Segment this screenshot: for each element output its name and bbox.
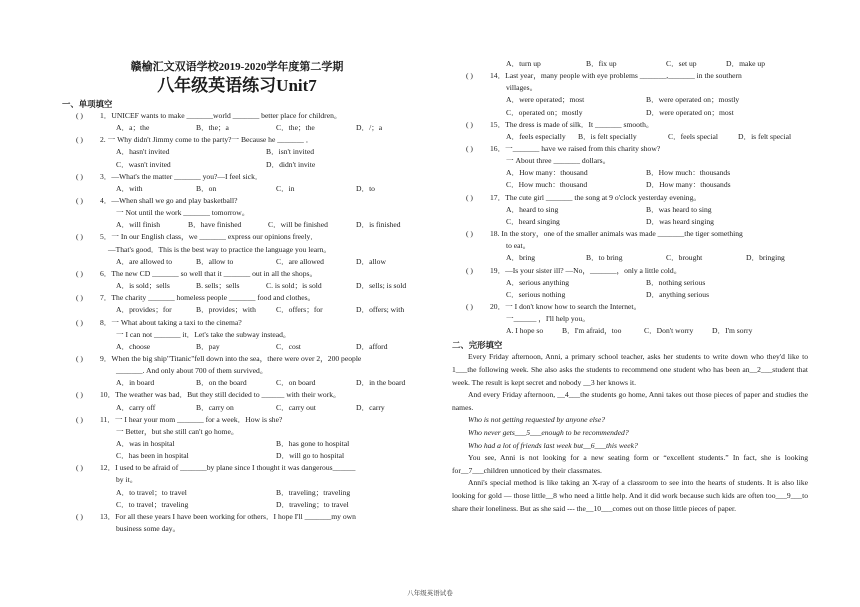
question-stem xyxy=(452,192,808,204)
answer-option[interactable]: A．How many：thousand xyxy=(506,168,588,178)
answer-option[interactable]: A．serious anything xyxy=(506,277,570,287)
answer-option[interactable]: A．feels especially xyxy=(506,131,566,141)
question-text: 14．Last year，many people with eye problems _______,_______ in the southern xyxy=(490,71,742,81)
question-stem xyxy=(62,268,412,280)
option-row xyxy=(452,94,808,106)
answer-option[interactable]: B．is felt specially xyxy=(578,131,637,141)
answer-option[interactable]: D．/；a xyxy=(356,123,383,133)
answer-option[interactable]: C．heard singing xyxy=(506,216,560,226)
left-question-list xyxy=(62,110,412,535)
answer-option[interactable]: B．I'm afraid，too xyxy=(562,326,622,336)
answer-option[interactable]: B．allow to xyxy=(196,256,234,266)
option-row xyxy=(62,487,412,499)
answer-option[interactable]: A．is sold；sells xyxy=(116,281,170,291)
answer-option[interactable]: D．carry xyxy=(356,402,385,412)
answer-option[interactable]: C. is sold；is sold xyxy=(266,281,322,291)
question-stem xyxy=(62,414,412,426)
answer-option[interactable]: D．is felt special xyxy=(738,131,792,141)
answer-option[interactable]: C．Don't worry xyxy=(644,326,694,336)
option-row xyxy=(62,402,412,414)
cloze-question-line: Who is not getting requested by anyone else? xyxy=(468,415,606,425)
answer-option[interactable]: D．afford xyxy=(356,341,388,351)
question-stem xyxy=(62,171,412,183)
answer-option[interactable]: A．in board xyxy=(116,378,155,388)
answer-option[interactable]: C．feels special xyxy=(668,131,718,141)
option-row xyxy=(452,167,808,179)
answer-option[interactable]: A．to travel；to travel xyxy=(116,487,187,497)
question-continuation: villages。 xyxy=(506,83,538,93)
answer-option[interactable]: B．nothing serious xyxy=(646,277,706,287)
answer-option[interactable]: B．fix up xyxy=(586,59,617,68)
question-continuation: to eat。 xyxy=(506,241,531,251)
question-stem xyxy=(452,70,808,82)
answer-option[interactable]: D．bringing xyxy=(746,253,785,263)
option-row xyxy=(62,159,412,171)
answer-option[interactable]: C．are allowed xyxy=(276,256,324,266)
answer-option[interactable]: D．allow xyxy=(356,256,386,266)
answer-bracket[interactable]: ( ) xyxy=(76,317,83,327)
answer-bracket[interactable]: ( ) xyxy=(466,301,473,311)
question-stem xyxy=(62,231,412,243)
answer-option[interactable]: C．on board xyxy=(276,378,316,388)
answer-option[interactable]: B．to bring xyxy=(586,253,623,263)
answer-option[interactable]: B．have finished xyxy=(188,220,242,230)
answer-option[interactable]: D．was heard singing xyxy=(646,216,714,226)
section-1-heading: 一、单项填空 xyxy=(62,99,113,109)
answer-option[interactable]: C．carry out xyxy=(276,402,316,412)
answer-option[interactable]: A．provides；for xyxy=(116,305,172,315)
answer-option[interactable]: B．provides；with xyxy=(196,305,256,315)
option-row xyxy=(62,377,412,389)
option-row xyxy=(62,450,412,462)
question-text: 2. 一 Why didn't Jimmy come to the party?一 Because he _______ ． xyxy=(100,135,314,145)
option-row xyxy=(452,131,808,143)
answer-option[interactable]: A．are allowed to xyxy=(116,256,173,266)
question-stem xyxy=(62,134,412,146)
question-stem xyxy=(452,265,808,277)
answer-option[interactable]: B．the；a xyxy=(196,123,229,133)
answer-option[interactable]: A．a；the xyxy=(116,123,150,133)
question-text: 20．一 I don't know how to search the Internet。 xyxy=(490,301,642,311)
answer-option[interactable]: B．traveling；traveling xyxy=(276,487,351,497)
question-stem xyxy=(62,195,412,207)
question-stem xyxy=(62,317,412,329)
right-column xyxy=(452,58,808,515)
answer-option[interactable]: D．were operated on；most xyxy=(646,107,734,117)
answer-option[interactable]: C．serious nothing xyxy=(506,289,566,299)
option-row xyxy=(452,252,808,264)
question-text: 17．The cute girl _______ the song at 9 o'clock yesterday evening。 xyxy=(490,192,701,202)
page-footer: 八年级英语试卷 xyxy=(407,589,453,597)
question-text: 13．For all these years I have been working for others．I hope I'll _______my own xyxy=(100,511,356,521)
answer-option[interactable]: C．has been in hospital xyxy=(116,451,189,461)
question-continuation: 一 Better，but she still can't go home。 xyxy=(116,426,239,436)
answer-bracket[interactable]: ( ) xyxy=(466,144,473,154)
right-question-list xyxy=(452,58,808,337)
question-text: 15．The dress is made of silk．It _______ smooth。 xyxy=(490,119,654,129)
question-continuation: 一 I can not _______ it．Let's take the subway instead。 xyxy=(116,329,291,339)
answer-option[interactable]: A. I hope so xyxy=(506,326,544,336)
answer-option[interactable]: B．How much：thousands xyxy=(646,168,731,178)
answer-option[interactable]: A．was in hospital xyxy=(116,439,175,449)
question-text: 3．—What's the matter _______ you?—I feel sick． xyxy=(100,171,263,181)
answer-option[interactable]: B．has gone to hospital xyxy=(276,439,350,449)
option-row xyxy=(62,438,412,450)
question-continuation: 一 About three _______ dollars。 xyxy=(506,156,611,166)
option-row xyxy=(62,499,412,511)
section-2-heading: 二、完形填空 xyxy=(452,340,503,351)
answer-option[interactable]: C．will be finished xyxy=(268,220,328,230)
answer-option[interactable]: D．sells; is sold xyxy=(356,281,407,291)
cloze-question-line: Who had a lot of friends last week but__6___this week? xyxy=(468,440,638,450)
answer-option[interactable]: C．operated on；mostly xyxy=(506,107,583,117)
answer-bracket[interactable]: ( ) xyxy=(76,232,83,242)
cloze-paragraph: And every Friday afternoon, __4___the students go home, Anni takes out those pieces of paper and studies the names. xyxy=(452,390,808,412)
answer-option[interactable]: A．heard to sing xyxy=(506,204,559,214)
option-row xyxy=(452,325,808,337)
answer-option[interactable]: D．is finished xyxy=(356,220,401,230)
answer-option[interactable]: C．offers；for xyxy=(276,305,323,315)
answer-bracket[interactable]: ( ) xyxy=(466,265,473,275)
option-row xyxy=(62,219,412,231)
answer-option[interactable]: A．choose xyxy=(116,341,151,351)
cloze-question-line: Who never gets___5___enough to be recommended? xyxy=(468,427,629,437)
answer-option[interactable]: C．set up xyxy=(666,59,697,68)
question-text: 5．一 In our English class，we _______ express our opinions freely． xyxy=(100,232,318,242)
option-row xyxy=(452,107,808,119)
question-stem xyxy=(62,462,412,474)
answer-option[interactable]: A．turn up xyxy=(506,59,541,68)
answer-option[interactable]: B．carry on xyxy=(196,402,234,412)
question-text: 16．一_______ have we raised from this charity show? xyxy=(490,144,661,154)
answer-option[interactable]: C．the；the xyxy=(276,123,315,133)
question-text: 4．—When shall we go and play basketball? xyxy=(100,196,238,206)
option-row xyxy=(452,216,808,228)
answer-option[interactable]: C．in xyxy=(276,183,295,193)
answer-option[interactable]: B. sells；sells xyxy=(196,281,240,291)
answer-bracket[interactable]: ( ) xyxy=(466,229,473,239)
question-stem xyxy=(62,292,412,304)
answer-option[interactable]: C．brought xyxy=(666,253,703,263)
answer-bracket[interactable]: ( ) xyxy=(466,71,473,81)
answer-option[interactable]: B．were operated on；mostly xyxy=(646,95,740,105)
question-stem xyxy=(452,119,808,131)
question-text: 8．一 What about taking a taxi to the cinema? xyxy=(100,317,242,327)
question-text: 10．The weather was bad．But they still decided to ______ with their work。 xyxy=(100,390,341,400)
question-text: 9．When the big ship"Titanic"fell down into the sea，there were over 2，200 people xyxy=(100,353,362,363)
answer-bracket[interactable]: ( ) xyxy=(76,135,83,145)
cloze-passage xyxy=(452,351,808,515)
answer-option[interactable]: B．was heard to sing xyxy=(646,204,712,214)
question-text: 7．The charity _______ homeless people _______ food and clothes。 xyxy=(100,293,316,303)
answer-bracket[interactable]: ( ) xyxy=(76,414,83,424)
question-text: 1．UNICEF wants to make _______world _______ better place for children。 xyxy=(100,111,342,120)
answer-option[interactable]: A．bring xyxy=(506,253,536,263)
answer-bracket[interactable]: ( ) xyxy=(76,293,83,303)
school-title: 赣榆汇文双语学校2019-2020学年度第二学期 xyxy=(130,61,344,73)
answer-option[interactable]: B．on the board xyxy=(196,378,247,388)
answer-option[interactable]: D．will go to hospital xyxy=(276,451,345,461)
answer-bracket[interactable]: ( ) xyxy=(466,119,473,129)
answer-option[interactable]: A．hasn't invited xyxy=(116,147,170,157)
question-continuation: _______. And only about 700 of them survived。 xyxy=(116,366,268,376)
question-text: 11．一 I hear your mom _______ for a week．How is she? xyxy=(100,414,283,424)
answer-option[interactable]: B．isn't invited xyxy=(266,147,314,157)
answer-option[interactable]: D．didn't invite xyxy=(266,159,316,169)
option-row xyxy=(452,58,808,70)
answer-bracket[interactable]: ( ) xyxy=(76,171,83,181)
question-text: 6．The new CD _______ so well that it _______ out in all the shops。 xyxy=(100,268,318,278)
question-continuation: —That's good．This is the best way to practice the language you learn。 xyxy=(108,244,332,254)
answer-option[interactable]: B．pay xyxy=(196,341,220,351)
answer-bracket[interactable]: ( ) xyxy=(76,463,83,473)
answer-option[interactable]: D．traveling；to travel xyxy=(276,499,349,509)
question-stem xyxy=(62,389,412,401)
option-row xyxy=(62,304,412,316)
answer-bracket[interactable]: ( ) xyxy=(76,111,83,120)
question-stem xyxy=(452,228,808,240)
answer-option[interactable]: C．wasn't invited xyxy=(116,159,171,169)
option-row xyxy=(62,341,412,353)
answer-option[interactable]: D．in the board xyxy=(356,378,406,388)
answer-option[interactable]: C．How much：thousand xyxy=(506,180,588,190)
question-text: 18. In the story，one of the smaller animals was made _______the tiger something xyxy=(490,229,743,239)
answer-bracket[interactable]: ( ) xyxy=(76,268,83,278)
question-stem xyxy=(452,143,808,155)
answer-option[interactable]: D．to xyxy=(356,183,375,193)
answer-option[interactable]: D．anything serious xyxy=(646,289,710,299)
answer-option[interactable]: B．on xyxy=(196,183,217,193)
answer-bracket[interactable]: ( ) xyxy=(76,196,83,206)
answer-option[interactable]: C．cost xyxy=(276,341,301,351)
option-row xyxy=(452,204,808,216)
question-stem xyxy=(62,353,412,365)
question-text: 12．I used to be afraid of _______by plane since I thought it was dangerous______ xyxy=(100,463,356,473)
answer-bracket[interactable]: ( ) xyxy=(76,390,83,400)
cloze-paragraph: You see, Anni is not looking for a new seating form or “excellent students.” In fact, she is looking for__7___children unnoticed by their classmates. xyxy=(452,453,808,475)
answer-option[interactable]: C．to travel；traveling xyxy=(116,499,189,509)
option-row xyxy=(62,122,412,134)
question-continuation: business some day。 xyxy=(116,524,181,534)
question-stem xyxy=(452,301,808,313)
option-row xyxy=(62,183,412,195)
question-stem xyxy=(62,511,412,523)
option-row xyxy=(62,146,412,158)
answer-bracket[interactable]: ( ) xyxy=(76,353,83,363)
option-row xyxy=(452,277,808,289)
question-continuation: 一 Not until the work _______ tomorrow。 xyxy=(116,208,250,218)
left-column xyxy=(62,98,412,535)
answer-option[interactable]: A．were operated；most xyxy=(506,95,585,105)
answer-option[interactable]: D．make up xyxy=(726,59,766,68)
answer-option[interactable]: D．How many：thousands xyxy=(646,180,731,190)
option-row xyxy=(62,280,412,292)
exam-title: 八年级英语练习Unit7 xyxy=(157,76,317,95)
cloze-paragraph: Anni's special method is like taking an X-ray of a classroom to see into the hearts of students. It is also like looking for gold — those little__8 who need a little help. And it did work because such kids are often too___9___to share their loneliness. But as she said --- the__10___comes out on those little pieces of paper. xyxy=(452,478,808,513)
question-continuation: by it。 xyxy=(116,475,138,485)
question-continuation: 一______ ，I'll help you。 xyxy=(506,314,590,324)
answer-option[interactable]: A．with xyxy=(116,183,143,193)
answer-bracket[interactable]: ( ) xyxy=(76,511,83,521)
question-text: 19．—Is your sister ill? —No，_______，only a little cold。 xyxy=(490,265,682,275)
answer-bracket[interactable]: ( ) xyxy=(466,192,473,202)
answer-option[interactable]: D．offers; with xyxy=(356,305,405,315)
option-row xyxy=(452,289,808,301)
question-stem xyxy=(62,110,412,122)
option-row xyxy=(62,256,412,268)
cloze-paragraph: Every Friday afternoon, Anni, a primary school teacher, asks her students to write down who they'd like to 1___the following week. She also asks the students to recommend one student who has been an__2___student that week. The result is kept secret and nobody __3 her knows it. xyxy=(452,352,808,387)
answer-option[interactable]: A．will finish xyxy=(116,220,161,230)
answer-option[interactable]: D．I'm sorry xyxy=(712,326,753,336)
option-row xyxy=(452,179,808,191)
answer-option[interactable]: A．carry off xyxy=(116,402,156,412)
